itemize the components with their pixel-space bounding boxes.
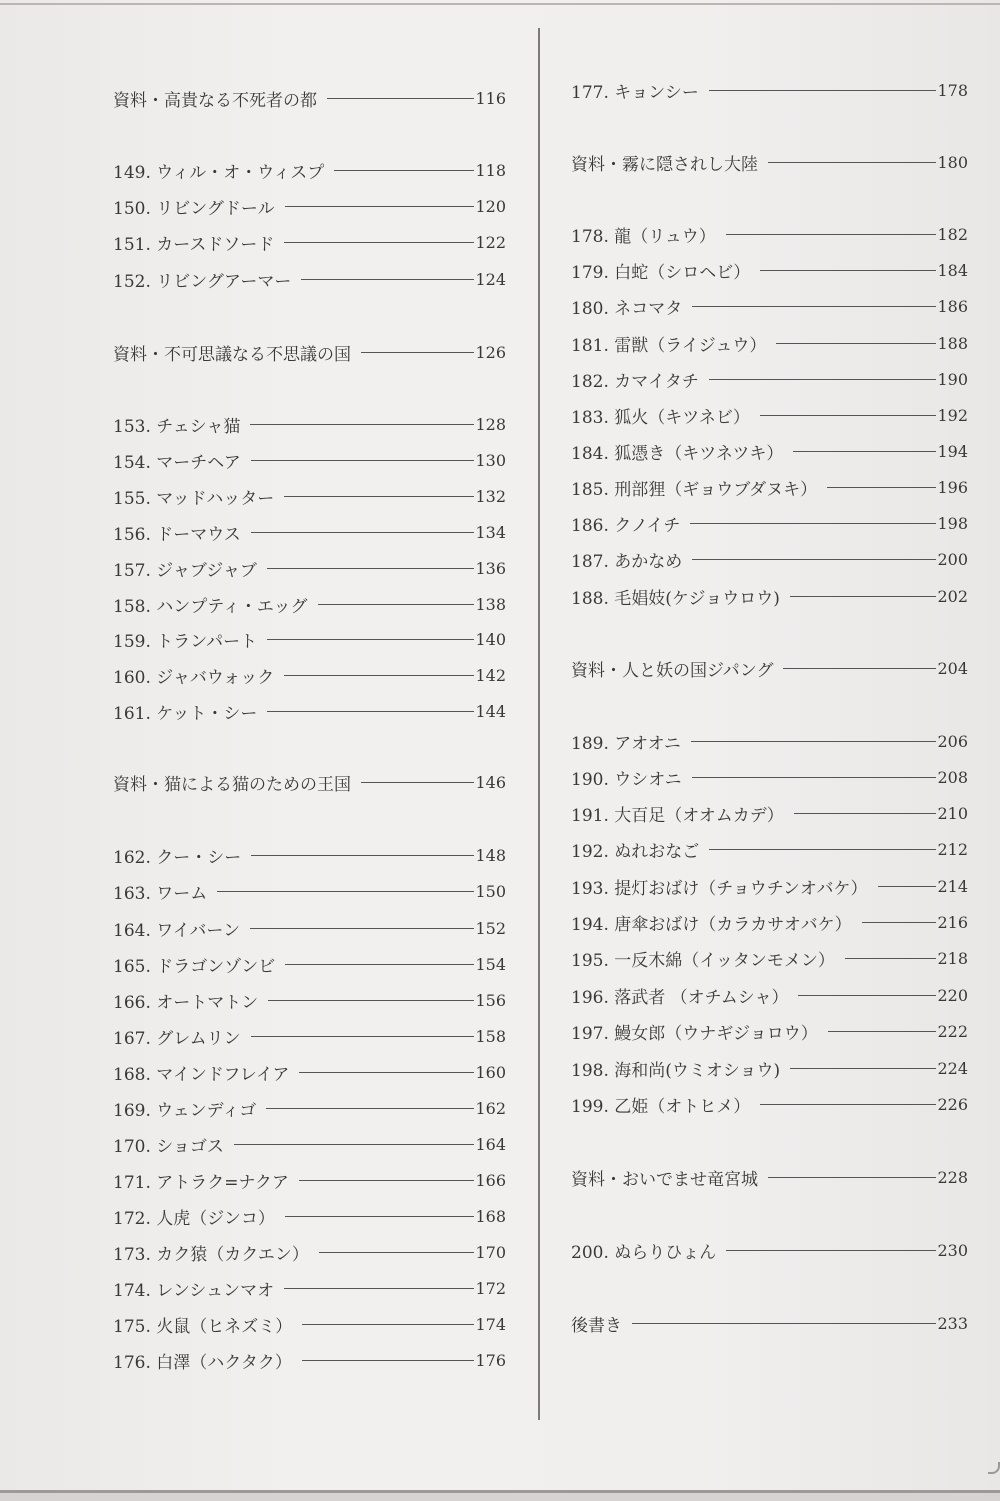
leader-line (250, 424, 474, 425)
entry-title: 150. リビングドール (113, 198, 275, 219)
leader-line (217, 891, 474, 892)
leader-line (299, 1072, 474, 1073)
leader-line (692, 306, 936, 307)
page-number: 144 (475, 701, 506, 721)
page-number: 172 (475, 1278, 506, 1298)
toc-entry (571, 1090, 968, 1118)
page-number: 124 (475, 269, 506, 289)
toc-entry (571, 582, 968, 610)
leader-line (709, 379, 937, 380)
page-number: 204 (937, 658, 968, 678)
leader-line (692, 777, 937, 778)
page-number: 184 (937, 260, 968, 280)
toc-entry (113, 950, 506, 978)
entry-title: 資料・猫による猫のための王国 (113, 774, 351, 795)
page-number: 208 (937, 767, 968, 787)
toc-entry (113, 841, 506, 869)
entry-title: 181. 雷獣（ライジュウ） (571, 335, 767, 356)
leader-line (794, 813, 937, 814)
toc-entry (113, 590, 506, 618)
page-number: 150 (475, 881, 506, 901)
page-number: 154 (475, 954, 506, 974)
entry-title: 168. マインドフレイア (113, 1064, 290, 1085)
toc-entry (571, 1163, 968, 1191)
toc-entry (571, 256, 968, 284)
entry-title: 187. あかなめ (571, 551, 683, 572)
page-number: 164 (475, 1134, 506, 1154)
entry-title: 200. ぬらりひょん (571, 1242, 717, 1263)
page-number: 206 (937, 731, 968, 751)
entry-title: 165. ドラゴンゾンビ (113, 956, 276, 977)
toc-entry (571, 654, 968, 682)
page-number: 122 (475, 232, 506, 252)
entry-title: 160. ジャバウォック (113, 667, 275, 688)
leader-line (302, 1360, 475, 1361)
toc-entry (113, 410, 506, 438)
toc-entry (571, 437, 968, 465)
page-number: 140 (475, 629, 506, 649)
entry-title: 179. 白蛇（シロヘビ） (571, 262, 751, 283)
toc-entry (113, 877, 506, 905)
toc-entry (113, 265, 506, 293)
toc-entry (113, 1130, 506, 1158)
entry-title: 176. 白澤（ハクタク） (113, 1352, 292, 1373)
entry-title: 198. 海和尚(ウミオショウ) (571, 1060, 781, 1081)
page-number: 198 (937, 513, 968, 533)
entry-title: 186. クノイチ (571, 515, 681, 536)
page-number: 134 (475, 522, 506, 542)
leader-line (267, 639, 474, 640)
toc-entry (571, 76, 968, 104)
entry-title: 資料・高貴なる不死者の都 (113, 90, 317, 111)
leader-line (361, 782, 474, 783)
entry-title: 184. 狐憑き（キツネツキ） (571, 443, 784, 464)
page-number: 168 (475, 1206, 506, 1226)
page-number: 220 (937, 985, 968, 1005)
leader-line (776, 343, 936, 344)
toc-entry (113, 518, 506, 546)
page-number: 218 (937, 948, 968, 968)
toc-entry (113, 84, 506, 112)
page-number: 182 (937, 224, 968, 244)
toc-entry (571, 1017, 968, 1045)
leader-line (284, 1288, 474, 1289)
leader-line (284, 496, 474, 497)
toc-entry (113, 1058, 506, 1086)
page-number: 156 (475, 990, 506, 1010)
leader-line (798, 995, 936, 996)
page-number: 138 (475, 594, 506, 614)
page-number: 126 (475, 342, 506, 362)
page-corner-mark (988, 1462, 1000, 1474)
entry-title: 172. 人虎（ジンコ） (113, 1208, 275, 1229)
leader-line (690, 523, 936, 524)
leader-line (234, 1144, 475, 1145)
entry-title: 189. アオオニ (571, 733, 681, 754)
entry-title: 171. アトラク=ナクア (113, 1172, 289, 1193)
toc-entry (113, 1022, 506, 1050)
page-number: 214 (937, 876, 968, 896)
entry-title: 157. ジャブジャブ (113, 560, 257, 581)
entry-title: 155. マッドハッター (113, 488, 275, 509)
leader-line (768, 1177, 936, 1178)
leader-line (827, 487, 936, 488)
entry-title: 173. カク猿（カクエン） (113, 1244, 309, 1265)
toc-entry (113, 156, 506, 184)
entry-title: 170. ショゴス (113, 1136, 224, 1157)
page-number: 128 (475, 414, 506, 434)
leader-line (691, 741, 937, 742)
leader-line (251, 460, 475, 461)
page-number: 194 (937, 441, 968, 461)
toc-entry (113, 1274, 506, 1302)
entry-title: 175. 火鼠（ヒネズミ） (113, 1316, 293, 1337)
toc-entry (113, 1346, 506, 1374)
leader-line (760, 415, 937, 416)
toc-entry (571, 1236, 968, 1264)
page-number: 176 (475, 1350, 506, 1370)
entry-title: 後書き (571, 1315, 622, 1336)
leader-line (793, 451, 936, 452)
toc-entry (113, 914, 506, 942)
page-number: 136 (475, 558, 506, 578)
entry-title: 164. ワイバーン (113, 920, 241, 941)
page-number: 132 (475, 486, 506, 506)
entry-title: 169. ウェンディゴ (113, 1100, 257, 1121)
leader-line (285, 206, 475, 207)
bottom-edge-strip (0, 1493, 1000, 1501)
page-number: 118 (475, 160, 506, 180)
entry-title: 183. 狐火（キツネビ） (571, 407, 750, 428)
entry-title: 174. レンシュンマオ (113, 1280, 275, 1301)
page-number: 233 (937, 1313, 968, 1333)
toc-entry (571, 981, 968, 1009)
page-number: 186 (937, 296, 968, 316)
leader-line (768, 162, 936, 163)
entry-title: 資料・人と妖の国ジパング (571, 660, 774, 681)
toc-entry (571, 1054, 968, 1082)
toc-entry (571, 835, 968, 863)
toc-entry (571, 509, 968, 537)
entry-title: 163. ワーム (113, 883, 208, 904)
page-number: 192 (937, 405, 968, 425)
leader-line (251, 532, 475, 533)
page-number: 160 (475, 1062, 506, 1082)
toc-entry (113, 1202, 506, 1230)
toc-entry (571, 401, 968, 429)
entry-title: 196. 落武者 （オチムシャ） (571, 987, 789, 1008)
toc-entry (571, 944, 968, 972)
leader-line (327, 98, 474, 99)
toc-entry (113, 1310, 506, 1338)
leader-line (760, 270, 936, 271)
leader-line (267, 711, 474, 712)
entry-title: 185. 刑部狸（ギョウブダヌキ） (571, 479, 818, 500)
entry-title: 152. リビングアーマー (113, 271, 292, 292)
column-divider (538, 28, 540, 1420)
toc-entry (571, 365, 968, 393)
toc-entry (113, 446, 506, 474)
leader-line (726, 234, 937, 235)
leader-line (709, 849, 936, 850)
leader-line (632, 1323, 936, 1324)
top-edge-line (0, 3, 1000, 5)
toc-entry (571, 872, 968, 900)
toc-entry (113, 1094, 506, 1122)
page-number: 170 (475, 1242, 506, 1262)
toc-entry (113, 482, 506, 510)
toc-entry (571, 908, 968, 936)
page-number: 146 (475, 772, 506, 792)
toc-entry (571, 329, 968, 357)
page-number: 178 (937, 80, 968, 100)
leader-line (318, 604, 475, 605)
entry-title: 191. 大百足（オオムカデ） (571, 805, 784, 826)
leader-line (267, 568, 475, 569)
leader-line (251, 1036, 475, 1037)
toc-entry (113, 986, 506, 1014)
leader-line (285, 1216, 475, 1217)
leader-line (845, 958, 937, 959)
entry-title: 194. 唐傘おばけ（カラカサオバケ） (571, 914, 852, 935)
page-number: 228 (937, 1167, 968, 1187)
entry-title: 156. ドーマウス (113, 524, 241, 545)
entry-title: 資料・不可思議なる不思議の国 (113, 344, 351, 365)
page-number: 212 (937, 839, 968, 859)
toc-entry (571, 292, 968, 320)
entry-title: 177. キョンシー (571, 82, 699, 103)
toc-entry (113, 697, 506, 725)
toc-entry (113, 192, 506, 220)
entry-title: 182. カマイタチ (571, 371, 699, 392)
leader-line (760, 1104, 936, 1105)
entry-title: 149. ウィル・オ・ウィスプ (113, 162, 325, 183)
entry-title: 190. ウシオニ (571, 769, 682, 790)
toc-entry (113, 1238, 506, 1266)
page-number: 180 (937, 152, 968, 172)
toc-entry (571, 473, 968, 501)
page-number: 166 (475, 1170, 506, 1190)
entry-title: 199. 乙姫（オトヒメ） (571, 1096, 751, 1117)
toc-entry (113, 228, 506, 256)
entry-title: 167. グレムリン (113, 1028, 241, 1049)
toc-entry (113, 768, 506, 796)
leader-line (828, 1031, 937, 1032)
toc-entry (571, 1309, 968, 1337)
page-number: 190 (937, 369, 968, 389)
toc-entry (571, 545, 968, 573)
page-number: 224 (937, 1058, 968, 1078)
toc-entry (571, 220, 968, 248)
page-number: 148 (475, 845, 506, 865)
entry-title: 166. オートマトン (113, 992, 259, 1013)
page-number: 188 (937, 333, 968, 353)
page-number: 152 (475, 918, 506, 938)
leader-line (319, 1252, 475, 1253)
entry-title: 資料・霧に隠されし大陸 (571, 154, 758, 175)
leader-line (299, 1180, 475, 1181)
page-number: 162 (475, 1098, 506, 1118)
entry-title: 192. ぬれおなご (571, 841, 700, 862)
page-number: 202 (937, 586, 968, 606)
leader-line (301, 279, 474, 280)
leader-line (878, 886, 937, 887)
leader-line (250, 928, 474, 929)
leader-line (266, 1108, 474, 1109)
toc-entry (571, 148, 968, 176)
leader-line (302, 1324, 474, 1325)
leader-line (284, 242, 474, 243)
entry-title: 180. ネコマタ (571, 298, 683, 319)
entry-title: 154. マーチヘア (113, 452, 241, 473)
page-number: 158 (475, 1026, 506, 1046)
leader-line (862, 922, 937, 923)
toc-entry (571, 727, 968, 755)
leader-line (268, 1000, 474, 1001)
toc-entry (571, 763, 968, 791)
entry-title: 153. チェシャ猫 (113, 416, 241, 437)
entry-title: 195. 一反木綿（イッタンモメン） (571, 950, 835, 971)
page-number: 222 (937, 1021, 968, 1041)
page-number: 226 (937, 1094, 968, 1114)
entry-title: 178. 龍（リュウ） (571, 226, 716, 247)
leader-line (790, 596, 937, 597)
leader-line (334, 170, 474, 171)
entry-title: 151. カースドソード (113, 234, 275, 255)
entry-title: 159. トランパート (113, 631, 258, 652)
page-number: 210 (937, 803, 968, 823)
entry-title: 197. 鰻女郎（ウナギジョロウ） (571, 1023, 818, 1044)
page-number: 142 (475, 665, 506, 685)
toc-entry (113, 625, 506, 653)
toc-entry (113, 661, 506, 689)
entry-title: 162. クー・シー (113, 847, 242, 868)
entry-title: 資料・おいでませ竜宮城 (571, 1169, 758, 1190)
leader-line (251, 855, 474, 856)
toc-entry (113, 338, 506, 366)
entry-title: 161. ケット・シー (113, 703, 258, 724)
page-number: 130 (475, 450, 506, 470)
page-number: 196 (937, 477, 968, 497)
leader-line (709, 90, 937, 91)
leader-line (726, 1250, 936, 1251)
leader-line (284, 675, 474, 676)
page-number: 116 (475, 88, 506, 108)
page-number: 174 (475, 1314, 506, 1334)
page-number: 200 (937, 549, 968, 569)
leader-line (790, 1068, 936, 1069)
entry-title: 158. ハンプティ・エッグ (113, 596, 308, 617)
toc-entry (571, 799, 968, 827)
page-number: 216 (937, 912, 968, 932)
entry-title: 188. 毛娼妓(ケジョウロウ) (571, 588, 780, 609)
page-number: 230 (937, 1240, 968, 1260)
entry-title: 193. 提灯おばけ（チョウチンオバケ） (571, 878, 868, 899)
page-number: 120 (475, 196, 506, 216)
leader-line (361, 352, 474, 353)
leader-line (285, 964, 474, 965)
toc-entry (113, 554, 506, 582)
leader-line (692, 559, 936, 560)
toc-entry (113, 1166, 506, 1194)
leader-line (783, 668, 936, 669)
